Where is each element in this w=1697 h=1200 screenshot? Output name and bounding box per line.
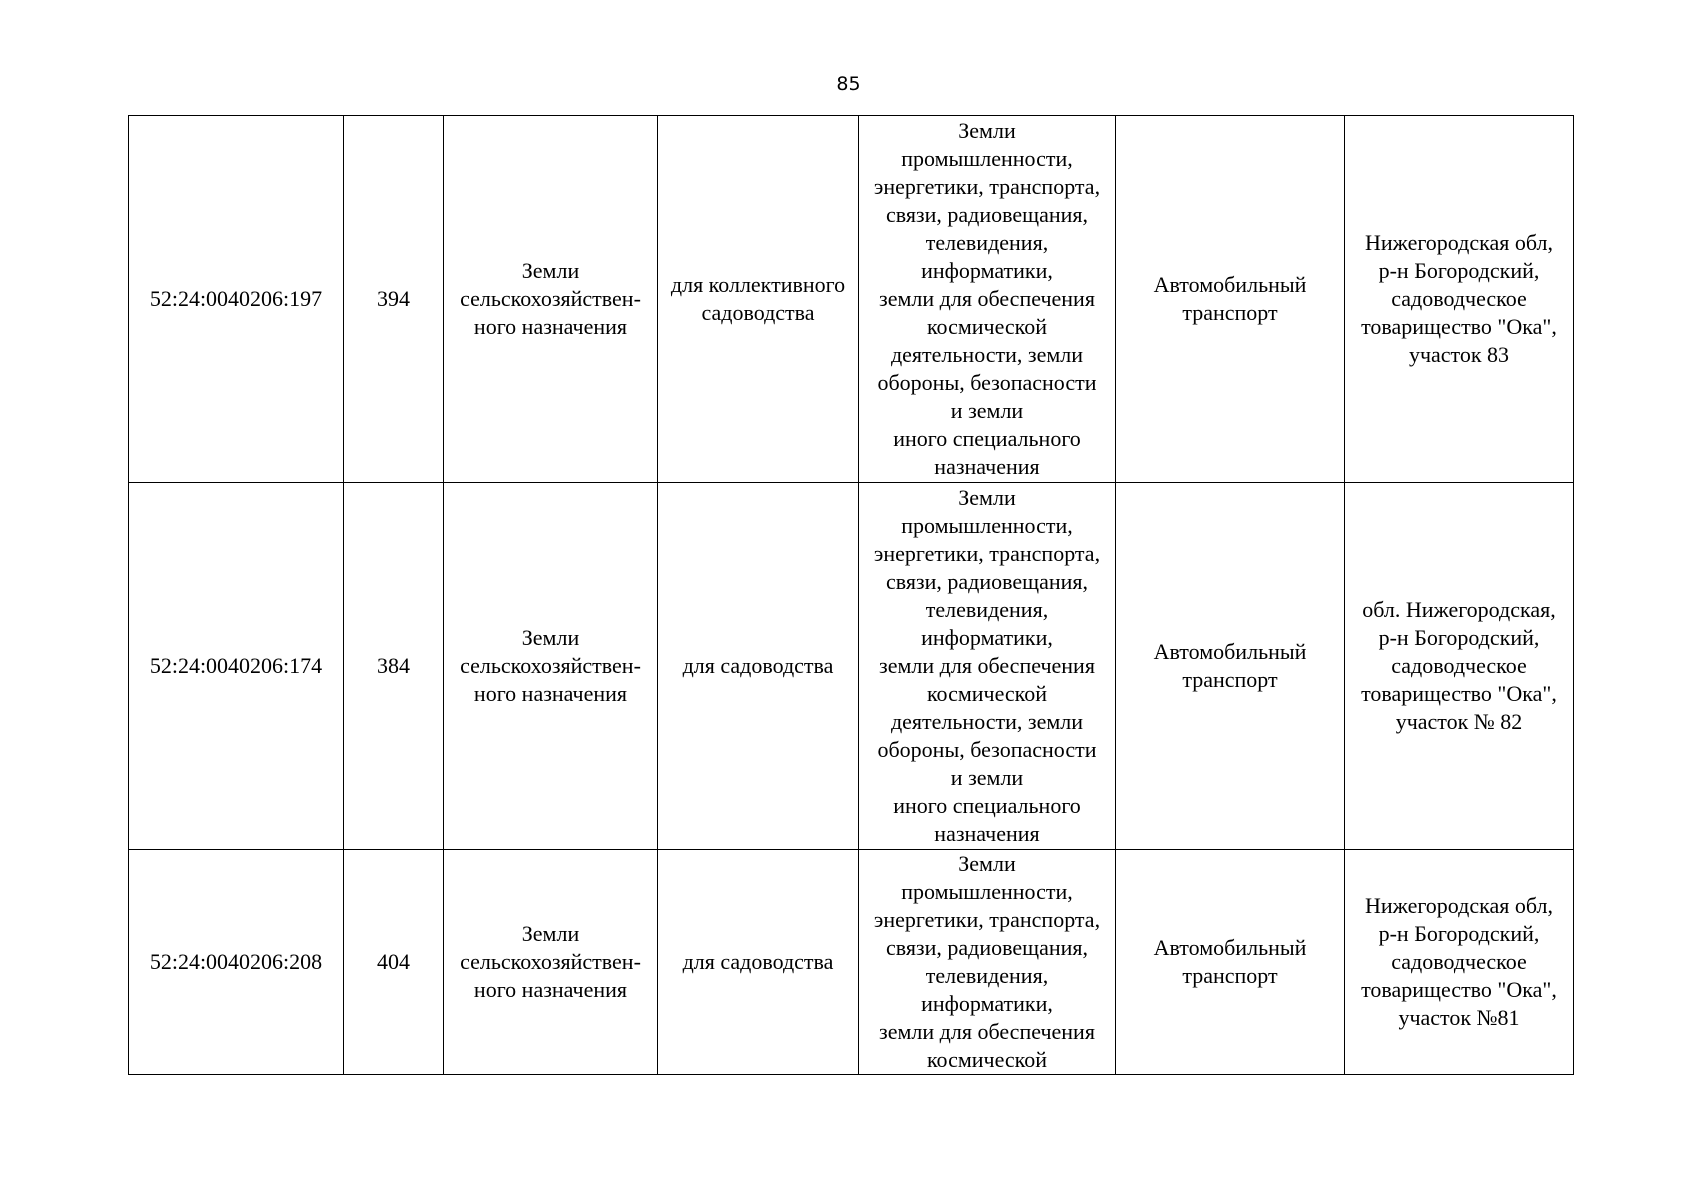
cadastral-number: 52:24:0040206:208 — [149, 949, 323, 974]
cadastral-number-cell — [129, 116, 344, 483]
permitted-use-cell — [658, 483, 859, 850]
area-cell — [344, 850, 444, 1075]
land-category-cell — [444, 483, 658, 850]
address-cell — [1345, 116, 1574, 483]
table-row — [129, 116, 1574, 483]
transport: Автомобильный транспорт — [1153, 272, 1307, 325]
cadastral-number-cell — [129, 483, 344, 850]
zone: Земли промышленности, энергетики, транспорта, связи, радиовещания, телевидения, информатики, земли для обеспечения космической — [873, 851, 1101, 1072]
land-plots-table — [128, 115, 1574, 1075]
permitted-use: для садоводства — [682, 653, 834, 678]
transport-cell — [1116, 483, 1345, 850]
address: Нижегородская обл, р-н Богородский, садоводческое товарищество "Ока", участок 83 — [1361, 230, 1557, 367]
land-category-cell — [444, 116, 658, 483]
transport-cell — [1116, 850, 1345, 1075]
address: обл. Нижегородская, р-н Богородский, садоводческое товарищество "Ока", участок № 82 — [1361, 597, 1557, 734]
transport-cell — [1116, 116, 1345, 483]
page-number: 85 — [836, 73, 861, 95]
area: 384 — [377, 653, 410, 678]
area: 404 — [377, 949, 410, 974]
area-cell — [344, 483, 444, 850]
permitted-use-cell — [658, 850, 859, 1075]
land-category: Земли сельскохозяйствен- ного назначения — [460, 625, 641, 706]
land-category: Земли сельскохозяйствен- ного назначения — [460, 921, 641, 1002]
permitted-use: для садоводства — [682, 949, 834, 974]
area-cell — [344, 116, 444, 483]
zone: Земли промышленности, энергетики, транспорта, связи, радиовещания, телевидения, информатики, земли для обеспечения космической деятельности, земли обороны, безопасности и земли иного специального назначения — [873, 485, 1101, 846]
transport: Автомобильный транспорт — [1153, 935, 1307, 988]
address: Нижегородская обл, р-н Богородский, садоводческое товарищество "Ока", участок №81 — [1361, 893, 1557, 1030]
transport: Автомобильный транспорт — [1153, 639, 1307, 692]
table-row — [129, 483, 1574, 850]
address-cell — [1345, 483, 1574, 850]
zone-cell — [859, 483, 1116, 850]
table-row — [129, 850, 1574, 1075]
area: 394 — [377, 286, 410, 311]
zone-cell — [859, 850, 1116, 1075]
cadastral-number-cell — [129, 850, 344, 1075]
land-category-cell — [444, 850, 658, 1075]
address-cell — [1345, 850, 1574, 1075]
zone: Земли промышленности, энергетики, транспорта, связи, радиовещания, телевидения, информатики, земли для обеспечения космической деятельности, земли обороны, безопасности и земли иного специального назначения — [873, 118, 1101, 479]
permitted-use: для коллективного садоводства — [670, 272, 846, 325]
zone-cell — [859, 116, 1116, 483]
permitted-use-cell — [658, 116, 859, 483]
cadastral-number: 52:24:0040206:174 — [149, 653, 323, 678]
cadastral-number: 52:24:0040206:197 — [149, 286, 323, 311]
land-category: Земли сельскохозяйствен- ного назначения — [460, 258, 641, 339]
